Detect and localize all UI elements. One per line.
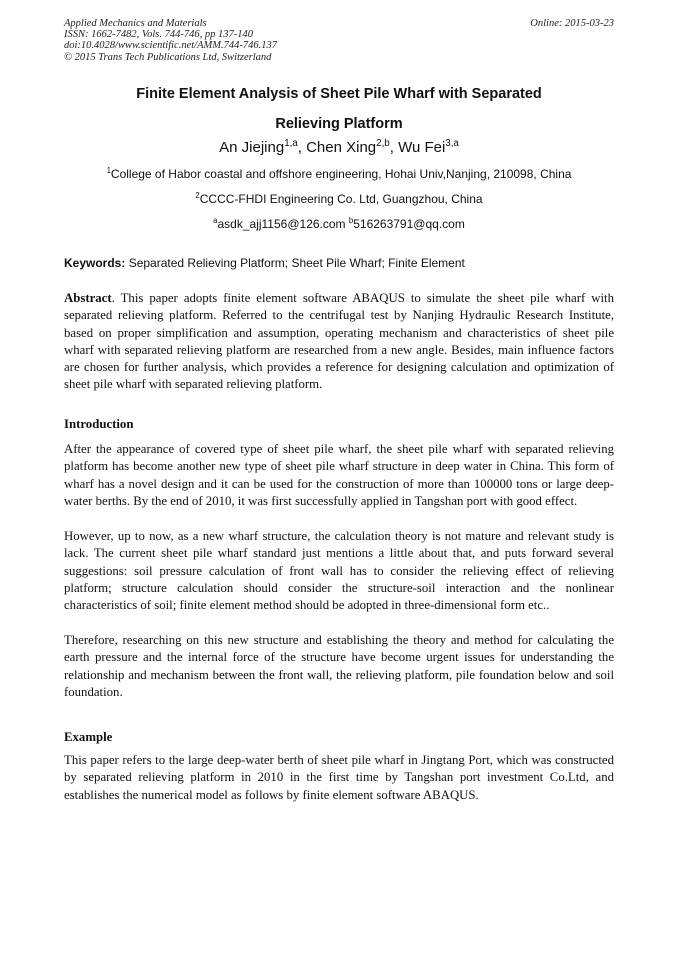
journal-issn: ISSN: 1662-7482, Vols. 744-746, pp 137-140 [64, 29, 253, 41]
affiliation-mark: 2 [195, 191, 200, 200]
email-b: 516263791@qq.com [353, 217, 465, 231]
author-emails [64, 217, 614, 231]
abstract-text: . This paper adopts finite element software ABAQUS to simulate the sheet pile wharf with separated relieving platform. Referred to the centrifugal test by Nanjing Hydraulic Research Institute, based on proper simplification and assumption, operating mechanism and characteristics of sheet pile wharf with separated relieving platform are researched from a new angle. Besides, main influence factors are chosen for further analysis, which provides a reference for designing calculation and optimization of sheet pile wharf with separated relieving platform. [64, 291, 614, 392]
keywords [64, 256, 614, 270]
online-date: Online: 2015-03-23 [530, 18, 614, 29]
author-name: Chen Xing [306, 139, 377, 156]
email-a: asdk_ajj1156@126.com [217, 217, 349, 231]
email-mark: a [213, 216, 218, 225]
author-affiliation-mark: 3,a [445, 138, 459, 149]
introduction-paragraph-3: Therefore, researching on this new structure and establishing the theory and method for calculating the earth pressure and the internal force of the structure have become urgent issues for understanding the relationship and mechanism between the front wall, the relieving platform, pile foundation below and soil foundation. [64, 633, 614, 699]
keywords-label: Keywords: [64, 256, 126, 270]
journal-info [64, 18, 277, 63]
author-list [64, 139, 614, 156]
abstract-paragraph [64, 290, 614, 394]
author-affiliation-mark: 2,b [376, 138, 390, 149]
introduction-paragraph-1: After the appearance of covered type of sheet pile wharf, the sheet pile wharf with separated relieving platform has become another new type of sheet pile wharf structure in deep water in China. This form of wharf has a novel design and it can be used for the construction of more than 100000 tons or large deep-water berths. By the end of 2010, it was first successfully applied in Tangshan port with good effect. [64, 442, 614, 508]
email-mark: b [348, 216, 354, 225]
paper-title-line-2: Relieving Platform [275, 116, 403, 132]
example-paragraph: This paper refers to the large deep-water berth of sheet pile wharf in Jingtang Port, which was constructed by separated relieving platform in 2010 in the first time by Tangshan port investment Co.Ltd, and establishes the numerical model as follows by finite element software ABAQUS. [64, 753, 614, 802]
paper-title-line-1: Finite Element Analysis of Sheet Pile Wharf with Separated [136, 86, 542, 102]
author-separator: , [297, 139, 307, 156]
journal-doi: doi:10.4028/www.scientific.net/AMM.744-746.137 [64, 40, 277, 52]
author-separator: , [389, 139, 399, 156]
introduction-heading: Introduction [64, 417, 134, 431]
journal-name: Applied Mechanics and Materials [64, 18, 207, 29]
affiliation-text: College of Habor coastal and offshore engineering, Hohai Univ,Nanjing, 210098, China [110, 167, 572, 181]
example-heading: Example [64, 730, 113, 744]
affiliation-text: CCCC-FHDI Engineering Co. Ltd, Guangzhou, China [199, 192, 483, 206]
author-name: An Jiejing [219, 139, 285, 156]
journal-copyright: © 2015 Trans Tech Publications Ltd, Switzerland [64, 51, 272, 63]
author-affiliation-mark: 1,a [284, 138, 298, 149]
introduction-paragraph-2: However, up to now, as a new wharf structure, the calculation theory is not mature and relevant study is lack. The current sheet pile wharf standard just mentions a little about that, and puts forward several suggestions: soil pressure calculation of front wall has to consider the relieving effect of relieving platform; structure calculation should consider the structure-soil interaction and the nonlinear characteristics of soil; finite element method should be adopted in three-dimensional form etc.. [64, 529, 614, 613]
affiliation-2 [64, 192, 614, 206]
author-name: Wu Fei [398, 139, 446, 156]
keywords-text: Separated Relieving Platform; Sheet Pile Wharf; Finite Element [125, 256, 465, 270]
affiliation-mark: 1 [106, 166, 111, 175]
abstract-label: Abstract [64, 291, 112, 305]
affiliation-1 [64, 167, 614, 181]
